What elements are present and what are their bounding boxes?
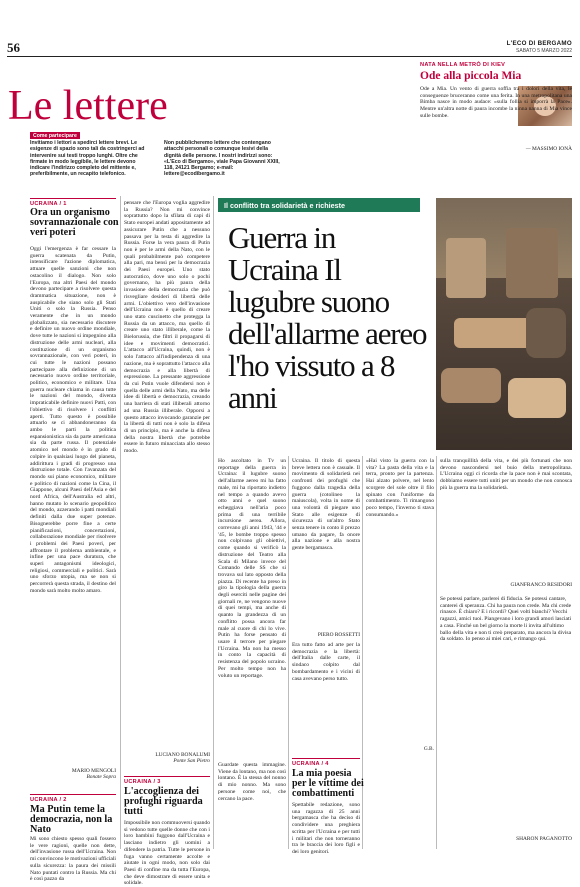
feature-col-3: «Hai visto la guerra con la vita? La pasta della vita e la terra, pronto per la partenza. Hai alzato polvere, nel lento scorgere del sole oltre il filo spinato con l'uniforme da combattimento. Ti rimangono poco tempo, l'inverno ti stava consumando.» (366, 458, 434, 518)
issue-date: SABATO 5 MARZO 2022 (516, 48, 572, 54)
letter1-body: Oggi l'emergenza è far cessare la guerra scatenata da Putin, intensificare l'azione diplomatica, attuare quelle sanzioni che non ostacolino il dialogo. Non solo l'Europa, ma altri Paesi del mondo devono partecipare a risolvere questa drammatica situazione, non è auspicabile che siano solo gli Stati Uniti o solo la Russia. Penso veramente che in un mondo globalizzato, sia necessario discutere e definire un nuovo ordine mondiale, dove tutte le nazioni si impegnino alla distruzione delle armi nucleari, alla costituzione di un organismo sovrannazionale, con veri poteri, in cui tutte le nazioni possano partecipare alla definizione di un necessario nuovo ordine territoriale, politico, economico e militare. Una guerra nucleare chiama in causa tutte le nazioni del mondo, diventa impraticabile definire nuovi Patti, con l'obiettivo di risolvere i conflitti aperti. Tutto questo è possibile attuarlo se ci abbandoneranno da ambo le parti la politica espansionistica sia da parte americana sia da parte russa. Il potenziale atomico nel mondo è in grado di colpire in qualsiasi luogo del pianeta, addirittura i gradi di progresso una distruzione totale. Con l'avanzata del mondo sui piano economico, militare e politico di nazioni come la Cina, il Giappone, alcuni Paesi dell'Asia e del nord Africa, dell'Australia ed altri, hanno mutato lo scenario geopolitico del mondo, azzerando i patti mondiali definiti dalla due super potenze. Bisognerebbe porre fine a certe pianificazioni, concertazioni, collaborazione mondiale per risolvere i problemi dei Paesi poveri, per affrontare il problema ambientale, e infine per una pace duratura, che superi antagonismi ideologici, religiosi, commerciali e politici. Sarà uno sforzo utopia, ma se non si percorrerà questa strada, il destino del mondo sarà molto molto amaro. (30, 246, 116, 594)
sidebar-kicker: NATA NELLA METRÒ DI KIEV (420, 62, 506, 68)
poem-signature (440, 836, 572, 842)
col-divider-1 (120, 196, 121, 849)
section-title: Le lettere (8, 83, 168, 129)
letter1-place: Bonate Sopra (86, 774, 116, 780)
letter2-place: Ponte San Pietro (173, 758, 210, 764)
letter3-continued: Guardate questa immagine. Viene da lontano, ma non così lontano. È la stessa del nonno di mio nonno. Ma sono persone come noi, che cercano la pace. (218, 762, 286, 802)
sidebar-signature-name: MASSIMO IONÀ (532, 146, 572, 152)
col-divider-3 (288, 456, 289, 849)
letter1-kicker: UCRAINA / 1 (30, 201, 67, 207)
feature-signature (292, 632, 360, 638)
letter2-body: Mi sono chiesto spesso quali fossero le vere ragioni, quelle non dette, dell'invasione russa dell'Ucraina. Non mi convincono le motivazioni ufficiali sulla sicurezza: la paura dei missili Nato puntati contro la Russia. Ma chi è così pazzo da (30, 836, 116, 883)
participate-text-2: Non pubblicheremo lettere che contengano attacchi personali o comunque lesivi della dignità delle persone. I nostri indirizzi sono: «L'Eco di Bergamo», viale Papa Giovanni XXIII, 118, 24121 Bergamo; e-mail: lettere@ecodibergamo.it (164, 140, 280, 178)
letter4-body: Spettabile redazione, sono una ragazza di 25 anni bergamasca che ha deciso di condividere una preghiera scritta per l'Ucraina e per tutti i militari che non torneranno tra le braccia dei loro figli e dei loro genitori. (292, 802, 360, 855)
letter1-rule (30, 198, 116, 199)
right-col-signature (440, 582, 572, 588)
letter1-title: Ora un organismo sovrannazionale con veri poteri (30, 207, 119, 238)
participate-label: Come partecipare (30, 132, 80, 139)
right-col-text: sulla tranquillità della vita, e dei più fortunati che non devono nascondersi nel buio della metropolitana. L'Ucraina oggi ci ricorda che la pace non è mai scontata, dobbiamo essere tutti uniti per un mondo che non conosca più la guerra ma la solidarietà. (440, 458, 572, 491)
letter3-body: Impossibile non commuoversi quando si vedono tutte quelle donne che con i loro bambini fuggono dall'Ucraina e lasciano indietro gli uomini a difendere la patria. Tutte le persone in fuga vanno certamente accolte e aiutate in ogni modo, non solo dai Paesi di confine ma da tutta l'Europa, che deve dimostrare di essere unita e solidale. (124, 820, 210, 887)
letter2-title: Ma Putin teme la democrazia, non la Nato (30, 804, 113, 835)
letter2-continued: pensare che l'Europa voglia aggredire la Russia? Non mi convince soprattutto dopo la sfilata di capi di Stato europei andati appositamente ad assicurare Putin che a nessuno passava per la testa di aggredire la Russia. Forse la vera paura di Putin non è per le armi della Nato, con le quali probabilmente può competere alla pari, ma bensì per la democrazia dei Paesi europei. Uno stato autocratico, dove uno solo o pochi governano, ha più paura della invasione della democrazia che può risvegliare desideri di libertà delle armi. L'obiettivo vero dell'invasione dell'Ucraina non è quello di creare uno stato cuscinetto che protegga la Russia da un attacco, ma quello di creare uno stato illiberale, come la Bielorussia, che filtri il propagarsi di idee e movimenti democratici. L'attacco all'Ucraina, quindi, non è solo l'attacco all'indipendenza di una nazione, ma è soprattutto l'attacco alla democrazia e alla libertà di espressione. La pressante aggressione da cui Putin vuole difendersi non è quella delle armi della Nato, ma delle idee di libertà e democrazia, creando una barriera di stati illiberali attorno ad una Russia illiberale. Opporsi a questo attacco invocando garanzie per la libertà di tutti non è solo la difesa di un principio, ma è anche la difesa della nostra libertà che potrebbe essere in futuro minacciata allo stesso modo. (124, 200, 210, 455)
letter3-rule (124, 776, 210, 777)
letter1-signature (30, 768, 116, 780)
feature-banner: Il conflitto tra solidarietà e richieste (218, 198, 420, 212)
poem-signature-name: SHARON PAGANOTTO (516, 836, 572, 842)
letter2-signature (124, 752, 210, 764)
letter1-signature-name: MARIO MENGOLI (71, 768, 116, 774)
letter3-kicker: UCRAINA / 3 (124, 779, 161, 785)
participate-text: Invitiamo i lettori a spedirci lettere brevi. Le esigenze di spazio sono tali da costringerci ad intervenire sui testi troppo lunghi. Oltre che firmate in modo leggibile, le lettere devono indicare l'indirizzo completo del mittente e, preferibilmente, un recapito telefonico. (30, 140, 145, 178)
feature-photo (436, 198, 572, 450)
page-number: 56 (7, 40, 20, 55)
col-divider-2 (213, 196, 214, 849)
letter2-rule (30, 794, 116, 795)
gb-signature-name: G.B. (423, 746, 434, 752)
feature-col-2: Ucraina. Il titolo di questa breve lettera non è casuale. Il movimento di solidarietà nei confronti dei profughi che fuggono dalla tragedia della guerra (cotolineo la maiuscola), volta in nome di una volontà di piegare uno Stato alle esigenze di sicurezza di un'altro Stato senza tenere in conto il prezzo umano da pagare, fa onore alla nazione e alla nostra gente bergamasca. (292, 458, 360, 552)
letter3-title: L'accoglienza dei profughi riguarda tutti (124, 786, 203, 817)
sidebar-title: Ode alla piccola Mia (420, 70, 522, 82)
feature-col-2b: Era tutto fatto ad arte per la democrazia e la libertà: dell'Italia dalle carte, il sindaco colpito dal bombardamento e i vicini di casa avevano perso tutto. (292, 642, 360, 682)
right-col-signature-name: GIANFRANCO RESIDORI (510, 582, 572, 588)
sidebar-letter (420, 62, 572, 192)
letter4-title: La mia poesia per le vittime dei combattimenti (292, 768, 364, 799)
feature-headline: Guerra in Ucraina Il lugubre suono dell'allarme aereo l'ho vissuto a 8 anni (228, 220, 427, 415)
sidebar-signature: — MASSIMO IONÀ (525, 146, 572, 152)
col-divider-5 (436, 456, 437, 849)
sidebar-poem: Ode a Mia. Un vento di guerra soffia tra i dolori della vita, le conseguenze bruceranno come una ferita. In una metropolitana una Bimba nasce in modo audace: «sulla follia si imporrà la Pace». Mentre un'altra notte di paura incombe la ninna nanna di Mia vince sulle bombe. (420, 86, 572, 119)
gb-signature (366, 746, 434, 752)
newspaper-name: L'ECO DI BERGAMO (506, 40, 572, 47)
feature-col-1: Ho ascoltato in Tv un reportage della guerra in Ucraina: il lugubre suono dell'allarme aereo mi ha fatto male, mi ha riportato indietro nel tempo a quando avevo otto anni e quel suono echeggiava nell'aria poco prima di una terribile incursione aerea. Allora, correvano gli anni 1943, '44 e '45, le bombe troppo spesso non colpivano gli obiettivi, come quando si verificò la distruzione del Teatro alla Scala di Milano invece del Comando delle SS che si trovava sul lato opposto della piazza. Di recente ha preso in giro la tipologia della guerra degli eserciti nelle pagine dei giornali re, ne vengono nuove di quei tempi, ma anche di quanto la grandezza di un conflitto possa ancora far male al cuore di chi lo vive. Putin ha forse pensato di usare il terrore per piegare l'Ucraina. Ma non ha messo in conto la capacità di resistenza del popolo ucraino. Per molto tempo non ha voluto un reportage. (218, 458, 286, 679)
feature-signature-name: PIERO ROSSETTI (317, 632, 360, 638)
letter4-kicker: UCRAINA / 4 (292, 761, 329, 767)
letter2-kicker: UCRAINA / 2 (30, 797, 67, 803)
letter2-signature-name: LUCIANO BONALUMI (155, 752, 210, 758)
header-rule (7, 56, 572, 57)
letter4-rule (292, 758, 360, 759)
right-col-verses: Se potessi parlare, parlerei di fiducia. Se potessi cantare, canterei di speranza. Chi ha paura non crede. Ma chi crede rinasce. È chiaro? E i ricordi? Quei volti bianchi? Vecchi ragazzi, amici tuoi. Piangevano i loro grandi amori lasciati a casa. Finché un bel giorno la morte li invita all'ultimo ballo della vita e non ti creò preparato, ma ancora la divisa da soldato. Io penso ai miei cari, e rimango qui. (440, 596, 572, 643)
